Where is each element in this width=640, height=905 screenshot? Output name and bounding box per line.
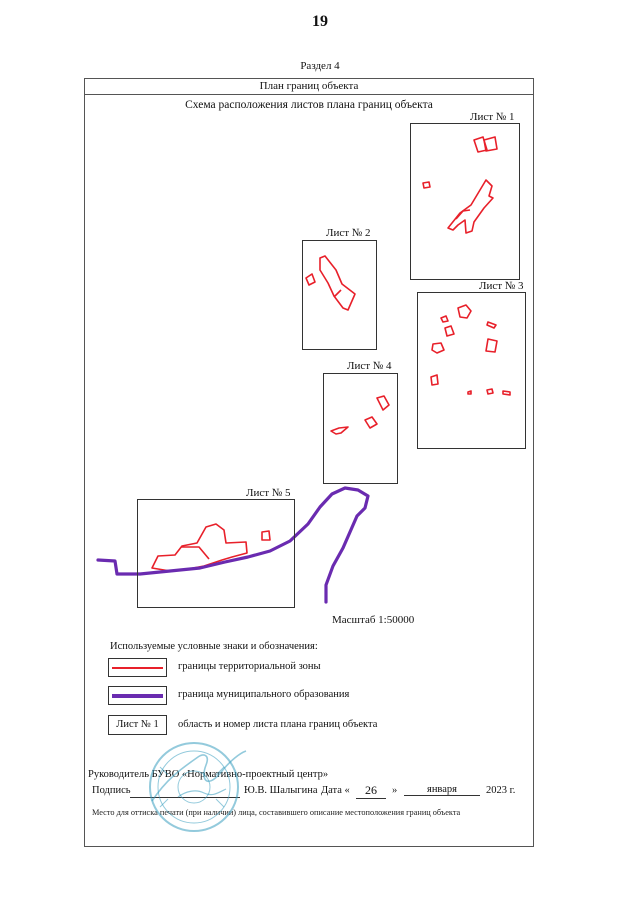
legend-municipal-sample	[108, 686, 167, 705]
sheet-5-label: Лист № 5	[246, 487, 291, 499]
date-day: 26	[356, 783, 386, 799]
plan-title: План границ объекта	[84, 78, 534, 95]
page-number: 19	[312, 13, 328, 30]
date-close-quote: »	[392, 785, 398, 796]
legend-sheet-sample: Лист № 1	[108, 715, 167, 735]
sheet-2-box	[302, 240, 377, 350]
map-scale: Масштаб 1:50000	[332, 614, 415, 626]
sheet-4-label: Лист № 4	[347, 360, 392, 372]
sheet-4-box	[323, 373, 398, 484]
date-label: Дата «	[321, 785, 350, 796]
sheet-1-box	[410, 123, 520, 280]
sheet-5-box	[137, 499, 295, 608]
legend-title: Используемые условные знаки и обозначения:	[110, 641, 318, 652]
signature-label: Подпись	[92, 785, 131, 796]
seal-stamp	[138, 737, 250, 835]
signer-name: Ю.В. Шалыгина	[244, 785, 318, 796]
date-year: 2023 г.	[486, 785, 516, 796]
sheet-3-label: Лист № 3	[479, 280, 524, 292]
section-label: Раздел 4	[300, 60, 340, 72]
sheet-2-label: Лист № 2	[326, 227, 371, 239]
stamp-place-note: Место для оттиска печати (при наличии) лица, составившего описание местоположения границ объекта	[92, 808, 461, 817]
legend-municipal-text: граница муниципального образования	[178, 689, 350, 700]
legend-sheet-text: область и номер листа плана границ объекта	[178, 719, 378, 730]
scheme-title: Схема расположения листов плана границ объекта	[185, 99, 433, 111]
legend-zone-text: границы территориальной зоны	[178, 661, 321, 672]
date-month: января	[404, 784, 480, 796]
municipal-line-swatch	[112, 694, 163, 698]
legend-zone-sample	[108, 658, 167, 677]
sheet-1-label: Лист № 1	[470, 111, 515, 123]
head-of-organization: Руководитель БУВО «Нормативно-проектный центр»	[88, 769, 329, 780]
zone-line-swatch	[112, 667, 163, 669]
sheet-3-box	[417, 292, 526, 449]
